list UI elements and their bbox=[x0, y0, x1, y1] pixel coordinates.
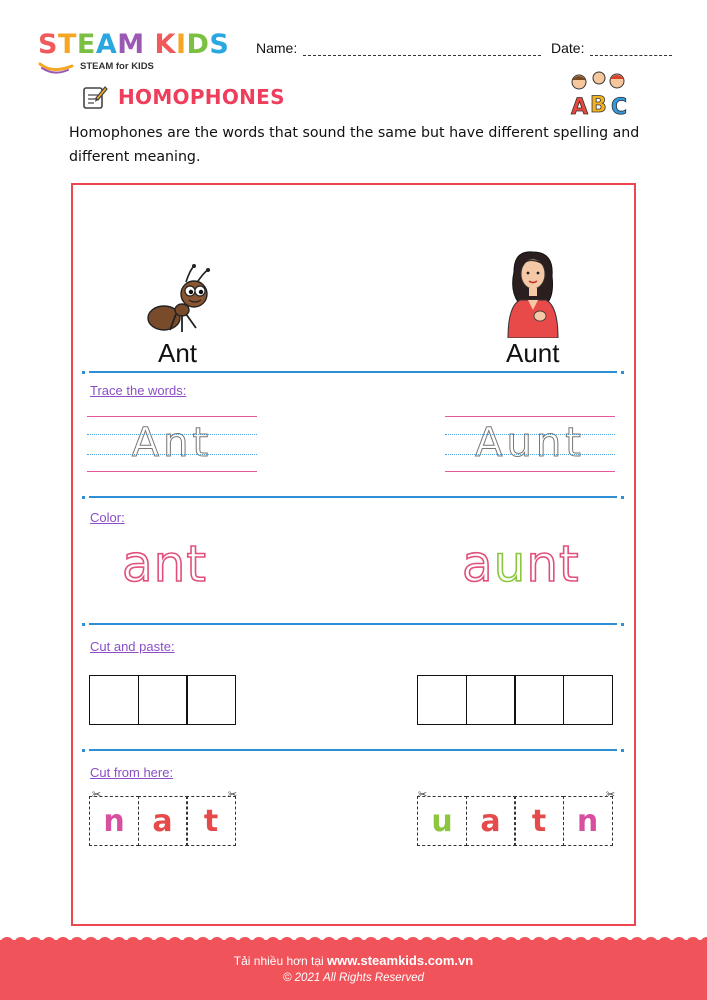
cut-letters-aunt bbox=[417, 796, 613, 846]
footer-copyright: © 2021 All Rights Reserved bbox=[282, 972, 424, 984]
paste-box[interactable] bbox=[514, 675, 564, 725]
color-letter[interactable]: a bbox=[122, 535, 154, 593]
cut-from-section-label: Cut from here: bbox=[90, 765, 174, 780]
logo-swoosh-icon bbox=[38, 60, 78, 74]
footer bbox=[0, 940, 707, 1000]
name-line[interactable] bbox=[303, 44, 541, 56]
color-letter[interactable]: t bbox=[186, 535, 207, 593]
footer-site-line bbox=[0, 953, 707, 968]
paste-box[interactable] bbox=[417, 675, 467, 725]
logo-letter: S bbox=[38, 29, 58, 60]
cut-paste-section-label: Cut and paste: bbox=[90, 639, 175, 654]
footer-prefix: Tải nhiều hơn tại bbox=[233, 954, 328, 968]
paste-box[interactable] bbox=[186, 675, 236, 725]
aunt-illustration bbox=[502, 250, 564, 338]
date-label: Date: bbox=[551, 40, 585, 56]
trace-word-aunt: Aunt bbox=[475, 420, 585, 466]
section-divider bbox=[89, 623, 617, 625]
color-section-label: Color: bbox=[90, 510, 125, 525]
color-letter[interactable]: u bbox=[493, 535, 527, 593]
logo-letter: M bbox=[117, 29, 145, 60]
scissors-icon: ✂ bbox=[606, 788, 616, 801]
logo-letter: K bbox=[154, 29, 176, 60]
color-letter[interactable]: t bbox=[559, 535, 580, 593]
intro-text: Homophones are the words that sound the same but have different spelling and different meaning. bbox=[69, 125, 640, 165]
paste-box[interactable] bbox=[466, 675, 516, 725]
name-field[interactable] bbox=[256, 40, 541, 56]
logo-wordmark bbox=[38, 30, 238, 60]
svg-text:C: C bbox=[611, 95, 628, 118]
page-title: HOMOPHONES bbox=[118, 85, 285, 109]
pencil-paper-icon bbox=[82, 84, 108, 110]
section-divider bbox=[89, 371, 617, 373]
cut-letter-tile[interactable]: a bbox=[466, 796, 516, 846]
paste-box[interactable] bbox=[563, 675, 613, 725]
cut-letters-ant bbox=[89, 796, 236, 846]
trace-box-aunt[interactable] bbox=[445, 416, 615, 472]
abc-kids-illustration bbox=[565, 70, 635, 118]
date-line[interactable] bbox=[590, 44, 672, 56]
logo-letter: I bbox=[175, 29, 187, 60]
paste-box[interactable] bbox=[89, 675, 139, 725]
date-field[interactable] bbox=[551, 40, 672, 56]
logo-letter: S bbox=[209, 29, 230, 60]
svg-text:A: A bbox=[571, 95, 589, 118]
paste-box[interactable] bbox=[138, 675, 188, 725]
color-letter[interactable]: n bbox=[526, 535, 560, 593]
footer-site-link[interactable]: www.steamkids.com.vn bbox=[327, 953, 474, 968]
scissors-icon: ✂ bbox=[92, 788, 102, 801]
logo-letter: T bbox=[57, 29, 77, 60]
section-divider bbox=[89, 749, 617, 751]
title-row bbox=[82, 84, 285, 110]
trace-word-ant: Ant bbox=[131, 420, 213, 466]
ant-illustration bbox=[146, 262, 216, 334]
section-divider bbox=[89, 496, 617, 498]
color-word-aunt[interactable] bbox=[462, 535, 580, 593]
paste-boxes-ant bbox=[89, 675, 236, 725]
logo-letter bbox=[145, 30, 155, 60]
logo-letter: A bbox=[95, 29, 118, 60]
scissors-icon: ✂ bbox=[418, 788, 428, 801]
word-aunt: Aunt bbox=[506, 338, 560, 368]
name-label: Name: bbox=[256, 40, 298, 56]
cut-letter-tile[interactable]: t bbox=[186, 796, 236, 846]
color-letter[interactable]: a bbox=[462, 535, 494, 593]
logo-letter: D bbox=[186, 29, 210, 60]
svg-text:B: B bbox=[590, 93, 607, 118]
logo-tagline: STEAM for KIDS bbox=[80, 61, 154, 72]
cut-letter-tile[interactable]: u bbox=[417, 796, 467, 846]
trace-section-label: Trace the words: bbox=[90, 383, 187, 398]
color-letter[interactable]: n bbox=[153, 535, 187, 593]
cut-letter-tile[interactable]: n bbox=[563, 796, 613, 846]
word-ant: Ant bbox=[158, 338, 198, 368]
cut-letter-tile[interactable]: t bbox=[514, 796, 564, 846]
cut-letter-tile[interactable]: n bbox=[89, 796, 139, 846]
color-word-ant[interactable] bbox=[122, 535, 207, 593]
trace-box-ant[interactable] bbox=[87, 416, 257, 472]
cut-letter-tile[interactable]: a bbox=[138, 796, 188, 846]
steam-kids-logo bbox=[38, 30, 238, 75]
logo-letter: E bbox=[76, 29, 96, 60]
scissors-icon: ✂ bbox=[228, 788, 238, 801]
paste-boxes-aunt bbox=[417, 675, 613, 725]
